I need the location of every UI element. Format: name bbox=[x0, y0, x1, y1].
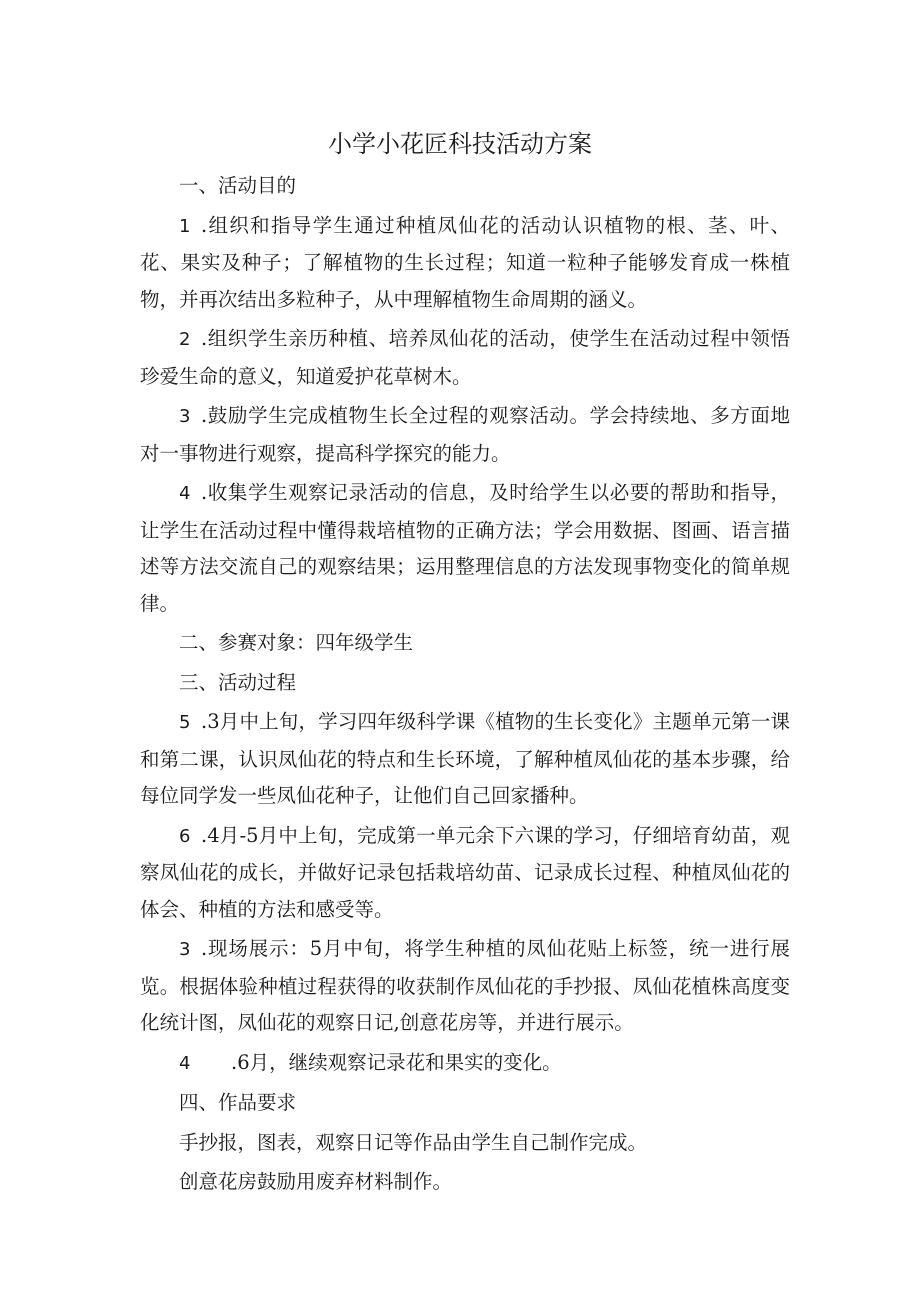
process-item-4 bbox=[140, 1045, 790, 1083]
section-heading-process: 三、活动过程 bbox=[179, 670, 297, 694]
item-text: .鼓励学生完成植物生长全过程的观察活动。学会持续地、多方面地对一事物进行观察，提高科学探究的能力。 bbox=[140, 404, 790, 465]
item-number: 2 bbox=[179, 329, 191, 350]
item-number: 4 bbox=[179, 483, 191, 504]
item-number: 3 bbox=[179, 939, 191, 960]
item-number: 1 bbox=[179, 215, 191, 237]
process-item-1 bbox=[140, 704, 790, 815]
item-number: 6 bbox=[179, 825, 191, 847]
item-number: 4 bbox=[179, 1052, 191, 1074]
requirement-line-2: 创意花房鼓励用废弃材料制作。 bbox=[179, 1170, 453, 1193]
purpose-item-4 bbox=[140, 475, 790, 622]
purpose-item-1 bbox=[140, 208, 790, 319]
purpose-item-3 bbox=[140, 398, 790, 472]
item-text: .收集学生观察记录活动的信息，及时给学生以必要的帮助和指导，让学生在活动过程中懂得栽培植物的正确方法；学会用数据、图画、语言描述等方法交流自己的观察结果；运用整理信息的方法发现事物变化的简单规律。 bbox=[140, 481, 790, 615]
process-item-3 bbox=[140, 931, 790, 1042]
item-text: .组织和指导学生通过种植凤仙花的活动认识植物的根、茎、叶、花、果实及种子；了解植物的生长过程；知道一粒种子能够发育成一株植物，并再次结出多粒种子，从中理解植物生命周期的涵义。 bbox=[140, 213, 790, 311]
document-body bbox=[140, 168, 790, 1204]
item-text: .组织学生亲历种植、培养凤仙花的活动，使学生在活动过程中领悟珍爱生命的意义，知道爱护花草树木。 bbox=[140, 327, 790, 388]
item-text: .6月，继续观察记录花和果实的变化。 bbox=[231, 1050, 562, 1074]
document-title: 小学小花匠科技活动方案 bbox=[328, 130, 592, 158]
item-text: .4月-5月中上旬，完成第一单元余下六课的学习，仔细培育幼苗，观察凤仙花的成长，并做好记录包括栽培幼苗、记录成长过程、种植凤仙花的体会、种植的方法和感受等。 bbox=[140, 823, 790, 921]
purpose-item-2 bbox=[140, 321, 790, 395]
process-item-2 bbox=[140, 818, 790, 929]
item-number: 5 bbox=[179, 712, 191, 733]
section-heading-participants: 二、参赛对象：四年级学生 bbox=[179, 631, 414, 654]
item-text: .现场展示：5月中旬，将学生种植的凤仙花贴上标签，统一进行展览。根据体验种植过程获得的收获制作凤仙花的手抄报、凤仙花植株高度变化统计图，凤仙花的观察日记,创意花房等，并进行展示。 bbox=[140, 937, 790, 1034]
section-heading-purpose: 一、活动目的 bbox=[179, 174, 297, 197]
item-number: 3 bbox=[179, 406, 191, 427]
requirement-line-1: 手抄报，图表，观察日记等作品由学生自己制作完成。 bbox=[179, 1130, 648, 1154]
section-heading-requirements: 四、作品要求 bbox=[179, 1091, 297, 1114]
item-text: .3月中上旬，学习四年级科学课《植物的生长变化》主题单元第一课和第二课，认识凤仙花的特点和生长环境，了解种植凤仙花的基本步骤，给每位同学发一些凤仙花种子，让他们自己回家播种。 bbox=[140, 710, 790, 807]
